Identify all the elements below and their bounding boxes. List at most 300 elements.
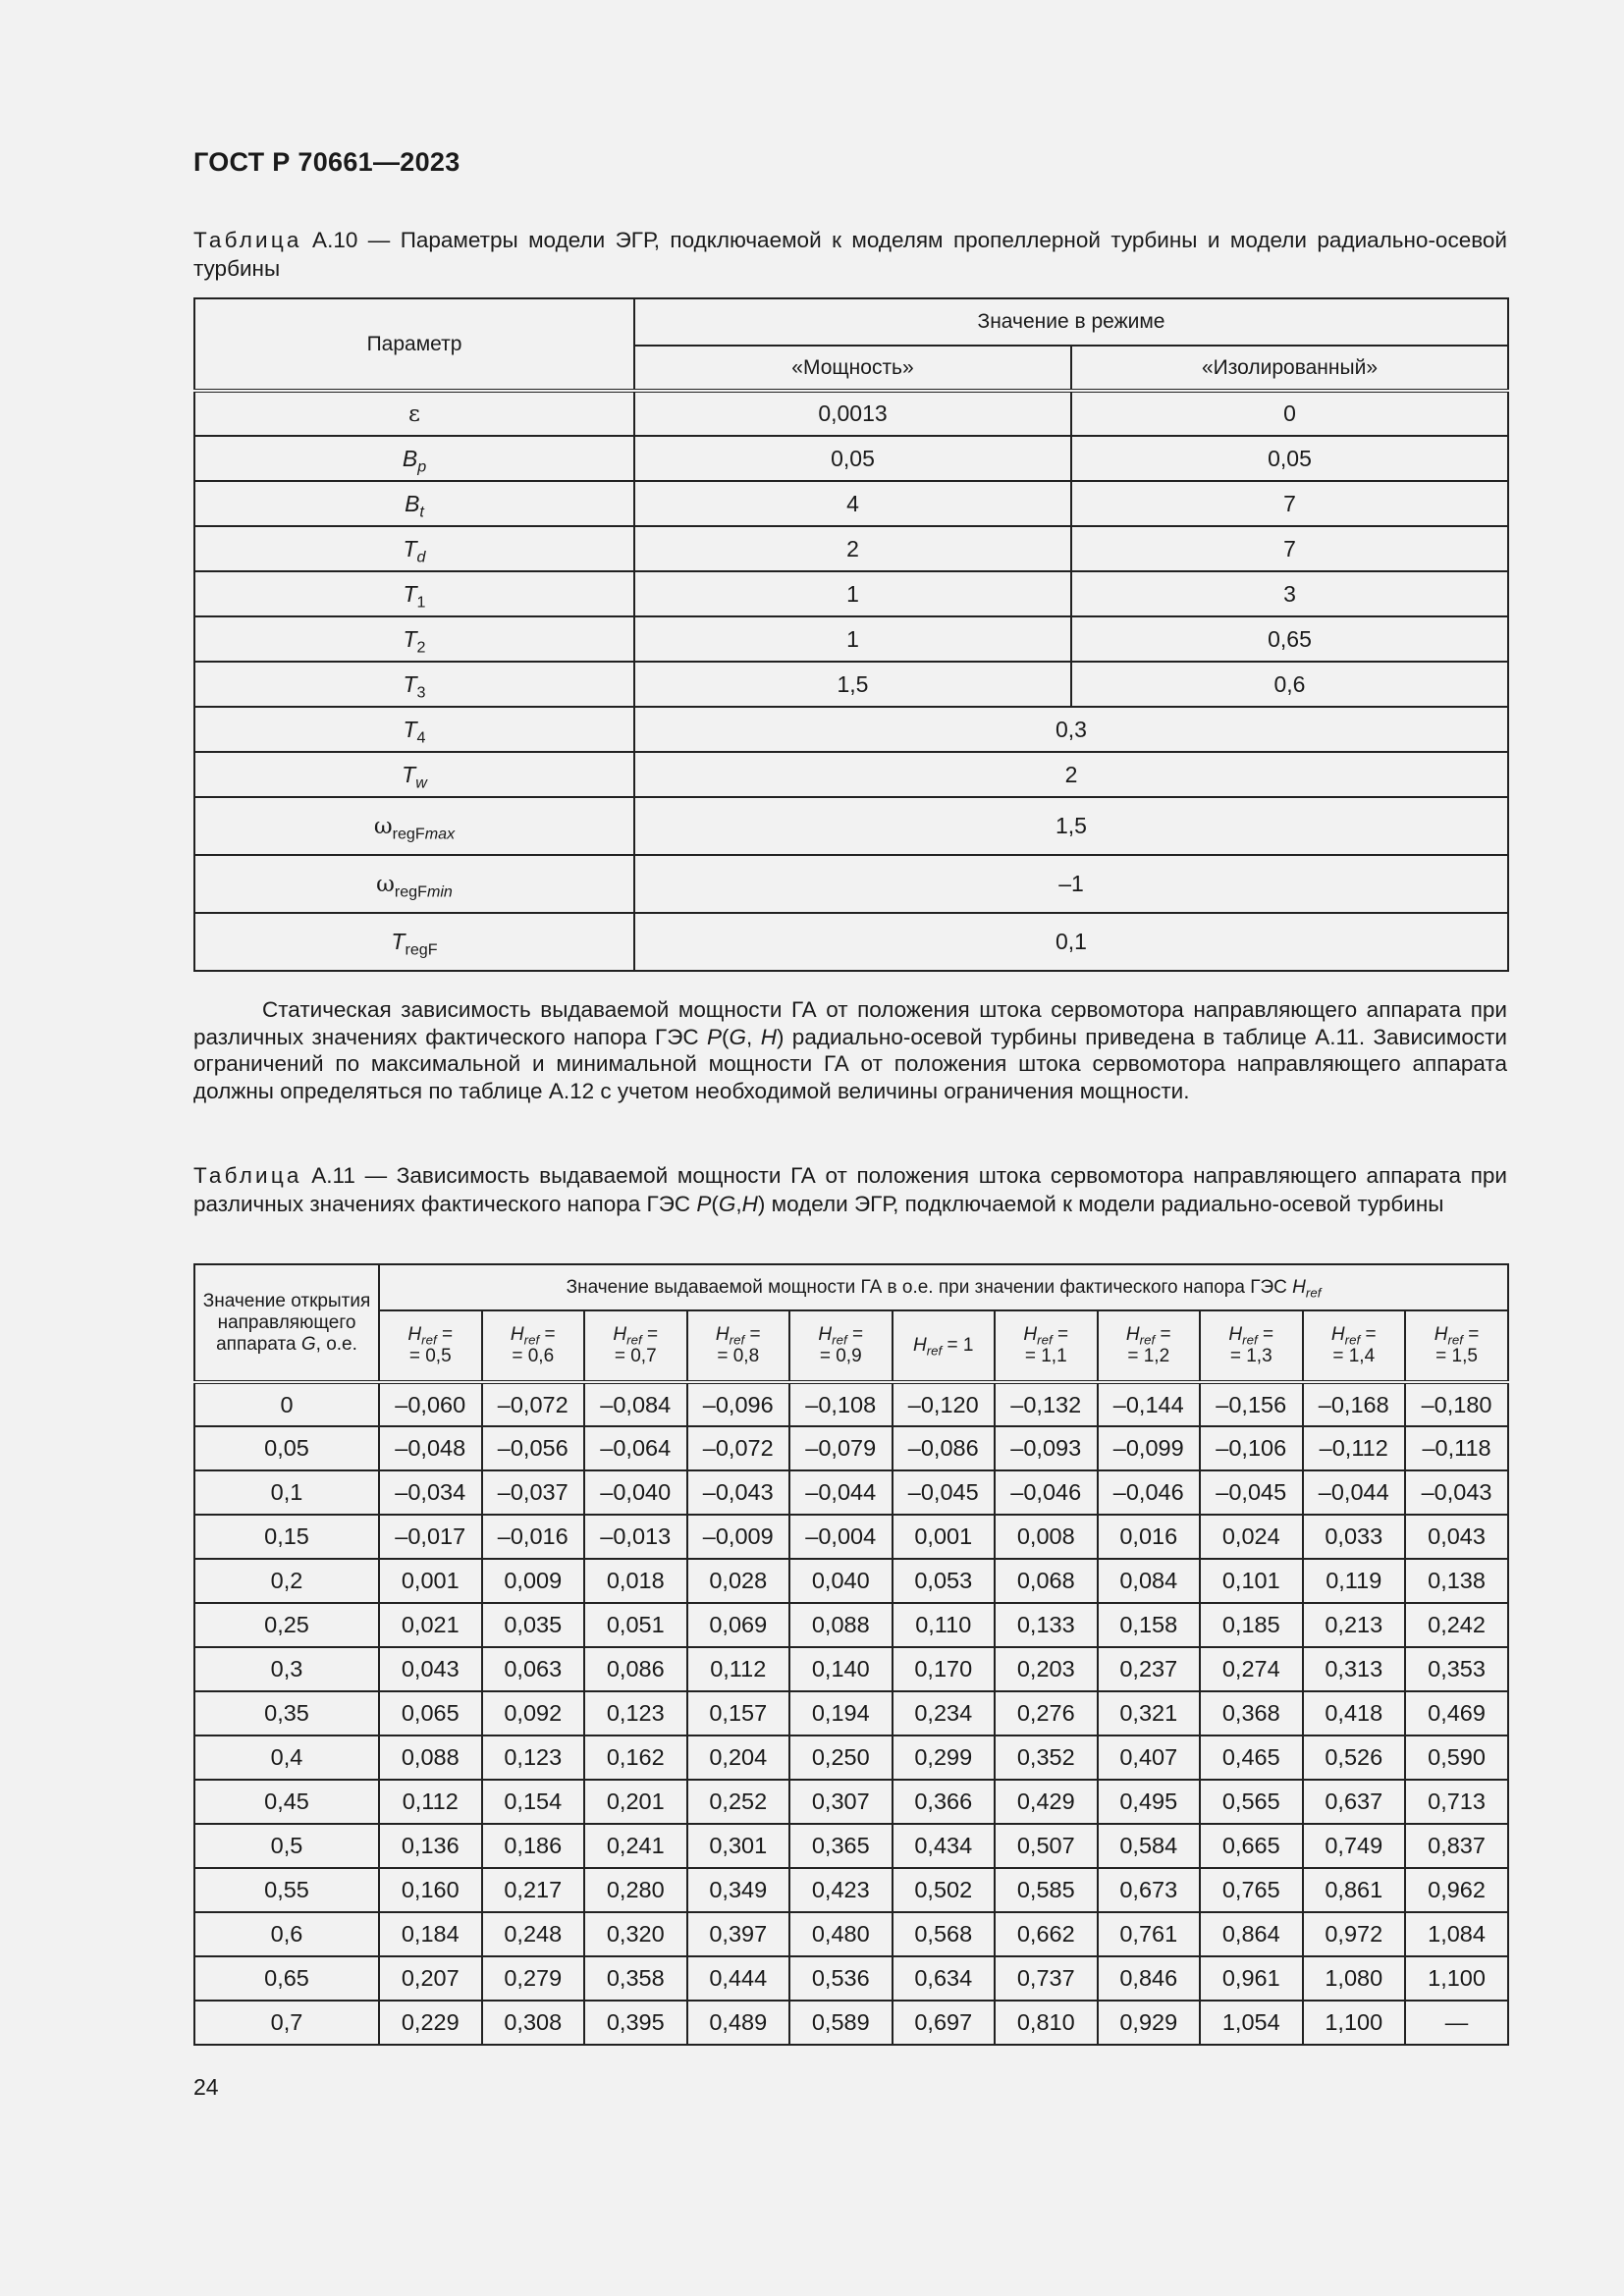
power-cell: 0,366 <box>893 1780 996 1824</box>
power-cell: 0,123 <box>482 1735 585 1780</box>
opening-header: Значение открытия направляющего аппарата G, о.е. <box>194 1264 379 1382</box>
power-cell: 0,043 <box>1405 1515 1508 1559</box>
param-cell <box>194 571 634 616</box>
param-symbol: T <box>403 716 417 742</box>
power-cell: –0,106 <box>1200 1426 1303 1470</box>
href-symbol: H <box>510 1324 524 1345</box>
param-sub-text: p <box>417 457 427 476</box>
power-cell: –0,017 <box>379 1515 482 1559</box>
power-cell: 0,358 <box>584 1956 687 2001</box>
power-cell: 0,480 <box>789 1912 893 1956</box>
table-row <box>194 1780 1508 1824</box>
value-cell: 0 <box>1071 391 1508 436</box>
param-subscript <box>417 728 426 746</box>
href-value: = 1,3 <box>1229 1346 1272 1366</box>
power-cell: 0,737 <box>995 1956 1098 2001</box>
href-header <box>893 1310 996 1382</box>
value-cell: 0,6 <box>1071 662 1508 707</box>
col-mode-header: Значение в режиме <box>634 298 1508 346</box>
power-cell: 0,495 <box>1098 1780 1201 1824</box>
power-cell: –0,045 <box>1200 1470 1303 1515</box>
param-subscript <box>417 638 426 656</box>
power-cell: 0,320 <box>584 1912 687 1956</box>
power-cell: 0,765 <box>1200 1868 1303 1912</box>
power-cell: –0,112 <box>1303 1426 1406 1470</box>
power-cell: –0,144 <box>1098 1382 1201 1426</box>
power-cell: 0,138 <box>1405 1559 1508 1603</box>
param-subscript <box>417 457 426 475</box>
href-header: $H_{ref}$ = = 0,7 <box>584 1310 687 1382</box>
href-symbol: H <box>613 1324 627 1345</box>
power-cell: 0,407 <box>1098 1735 1201 1780</box>
table-row <box>194 1559 1508 1603</box>
power-cell: 0,158 <box>1098 1603 1201 1647</box>
table-row <box>194 855 1508 913</box>
power-cell: 0,204 <box>687 1735 790 1780</box>
power-cell: –0,056 <box>482 1426 585 1470</box>
value-cell: 7 <box>1071 526 1508 571</box>
opening-cell: 0,7 <box>194 2001 379 2045</box>
power-cell: 1,100 <box>1303 2001 1406 2045</box>
power-cell: –0,034 <box>379 1470 482 1515</box>
opening-cell: 0,45 <box>194 1780 379 1824</box>
href-symbol: H <box>1434 1324 1448 1345</box>
table-row <box>194 1868 1508 1912</box>
power-cell: –0,013 <box>584 1515 687 1559</box>
value-cell: 1,5 <box>634 797 1508 855</box>
power-cell: 0,665 <box>1200 1824 1303 1868</box>
power-cell: 0,086 <box>584 1647 687 1691</box>
href-header: $H_{ref}$ = = 0,9 <box>789 1310 893 1382</box>
power-cell: 0,365 <box>789 1824 893 1868</box>
caption-text: А.10 — Параметры модели ЭГР, подключаемой к моделям пропеллерной турбины и модели радиально-осевой турбины <box>193 228 1507 281</box>
value-cell: 3 <box>1071 571 1508 616</box>
href-symbol: H <box>1023 1324 1038 1345</box>
power-cell: 0,280 <box>584 1868 687 1912</box>
param-subscript <box>415 774 427 791</box>
href-sub-text: ref <box>626 1332 642 1348</box>
href-header: $H_{ref}$ = = 1,5 <box>1405 1310 1508 1382</box>
href-sub-text: ref <box>1242 1332 1258 1348</box>
power-cell: 0,749 <box>1303 1824 1406 1868</box>
opening-cell: 0,35 <box>194 1691 379 1735</box>
power-cell: 0,112 <box>379 1780 482 1824</box>
power-cell: — <box>1405 2001 1508 2045</box>
power-header <box>379 1264 1508 1310</box>
table-a11-body <box>194 1382 1508 2045</box>
power-cell: 0,352 <box>995 1735 1098 1780</box>
power-header-sub: ref <box>1305 1285 1322 1301</box>
power-cell: 0,846 <box>1098 1956 1201 2001</box>
power-cell: 1,080 <box>1303 1956 1406 2001</box>
power-cell: 0,088 <box>789 1603 893 1647</box>
power-cell: –0,004 <box>789 1515 893 1559</box>
param-cell <box>194 855 634 913</box>
opening-cell: 0,3 <box>194 1647 379 1691</box>
value-cell: –1 <box>634 855 1508 913</box>
power-cell: –0,009 <box>687 1515 790 1559</box>
href-value: = 1,2 <box>1127 1346 1170 1366</box>
power-cell: –0,064 <box>584 1426 687 1470</box>
power-cell: 0,053 <box>893 1559 996 1603</box>
opening-cell: 0,05 <box>194 1426 379 1470</box>
power-cell: 0,133 <box>995 1603 1098 1647</box>
href-value: = 1,5 <box>1435 1346 1478 1366</box>
href-sub-text: ref <box>523 1332 540 1348</box>
power-cell: 0,234 <box>893 1691 996 1735</box>
power-cell: 0,194 <box>789 1691 893 1735</box>
power-cell: 0,313 <box>1303 1647 1406 1691</box>
href-value: = 0,5 <box>408 1346 452 1366</box>
power-cell: 0,349 <box>687 1868 790 1912</box>
value-cell: 1 <box>634 571 1071 616</box>
power-cell: 0,761 <box>1098 1912 1201 1956</box>
table-row <box>194 1647 1508 1691</box>
href-sub-text: ref <box>1037 1332 1053 1348</box>
table-row <box>194 1824 1508 1868</box>
power-cell: –0,072 <box>482 1382 585 1426</box>
opening-cell: 0,2 <box>194 1559 379 1603</box>
power-cell: 0,397 <box>687 1912 790 1956</box>
href-value: = 1,1 <box>1024 1346 1067 1366</box>
power-cell: 1,084 <box>1405 1912 1508 1956</box>
power-cell: 0,301 <box>687 1824 790 1868</box>
power-cell: –0,096 <box>687 1382 790 1426</box>
param-cell <box>194 391 634 436</box>
table-row <box>194 797 1508 855</box>
param-subscript <box>395 883 453 901</box>
power-cell: 0,242 <box>1405 1603 1508 1647</box>
value-cell: 0,1 <box>634 913 1508 971</box>
power-cell: 0,051 <box>584 1603 687 1647</box>
power-cell: 0,252 <box>687 1780 790 1824</box>
power-cell: 1,054 <box>1200 2001 1303 2045</box>
power-cell: 0,040 <box>789 1559 893 1603</box>
power-cell: 0,110 <box>893 1603 996 1647</box>
table-a11 <box>193 1263 1509 2046</box>
power-cell: –0,043 <box>1405 1470 1508 1515</box>
power-cell: 0,063 <box>482 1647 585 1691</box>
href-value: = 0,9 <box>819 1346 862 1366</box>
opening-cell: 0,6 <box>194 1912 379 1956</box>
table-row <box>194 707 1508 752</box>
power-cell: 0,162 <box>584 1735 687 1780</box>
table-row <box>194 1603 1508 1647</box>
power-cell: –0,044 <box>1303 1470 1406 1515</box>
power-cell: 0,241 <box>584 1824 687 1868</box>
power-cell: –0,132 <box>995 1382 1098 1426</box>
href-header-row <box>194 1310 1508 1382</box>
power-cell: –0,180 <box>1405 1382 1508 1426</box>
power-cell: 0,008 <box>995 1515 1098 1559</box>
power-cell: 0,972 <box>1303 1912 1406 1956</box>
power-cell: –0,046 <box>1098 1470 1201 1515</box>
power-cell: 0,203 <box>995 1647 1098 1691</box>
value-cell: 0,65 <box>1071 616 1508 662</box>
power-cell: 0,536 <box>789 1956 893 2001</box>
param-cell <box>194 616 634 662</box>
param-symbol: T <box>402 761 416 787</box>
value-cell: 1,5 <box>634 662 1071 707</box>
power-cell: 0,021 <box>379 1603 482 1647</box>
power-cell: 0,184 <box>379 1912 482 1956</box>
href-sub-text: ref <box>729 1332 745 1348</box>
power-cell: 0,140 <box>789 1647 893 1691</box>
power-cell: 0,123 <box>584 1691 687 1735</box>
table-row <box>194 1470 1508 1515</box>
power-cell: 0,697 <box>893 2001 996 2045</box>
power-cell: 0,186 <box>482 1824 585 1868</box>
power-cell: 0,043 <box>379 1647 482 1691</box>
param-symbol: T <box>403 535 417 561</box>
param-sub-text: regF <box>392 825 425 843</box>
opening-cell: 0,55 <box>194 1868 379 1912</box>
caption-label: Таблица <box>193 228 302 252</box>
power-cell: –0,120 <box>893 1382 996 1426</box>
table-row <box>194 1515 1508 1559</box>
power-cell: 0,112 <box>687 1647 790 1691</box>
href-symbol: H <box>1330 1324 1345 1345</box>
power-cell: 0,423 <box>789 1868 893 1912</box>
caption-label: Таблица <box>193 1163 302 1188</box>
power-cell: 0,713 <box>1405 1780 1508 1824</box>
col-param-header: Параметр <box>194 298 634 391</box>
table-a10 <box>193 297 1509 972</box>
href-value: = 1,4 <box>1332 1346 1376 1366</box>
power-cell: –0,099 <box>1098 1426 1201 1470</box>
power-cell: 0,465 <box>1200 1735 1303 1780</box>
power-cell: 0,001 <box>893 1515 996 1559</box>
power-cell: –0,046 <box>995 1470 1098 1515</box>
table-row <box>194 662 1508 707</box>
table-row <box>194 1735 1508 1780</box>
power-cell: 0,662 <box>995 1912 1098 1956</box>
power-cell: –0,045 <box>893 1470 996 1515</box>
power-cell: 0,065 <box>379 1691 482 1735</box>
power-cell: 0,489 <box>687 2001 790 2045</box>
table-a10-body <box>194 391 1508 971</box>
power-cell: 0,634 <box>893 1956 996 2001</box>
power-cell: –0,108 <box>789 1382 893 1426</box>
power-cell: –0,079 <box>789 1426 893 1470</box>
table-row <box>194 752 1508 797</box>
power-cell: 0,469 <box>1405 1691 1508 1735</box>
href-symbol: H <box>913 1335 927 1356</box>
param-sub-text: 3 <box>416 683 426 702</box>
power-cell: 0,028 <box>687 1559 790 1603</box>
param-symbol: T <box>403 670 417 697</box>
power-cell: 0,444 <box>687 1956 790 2001</box>
power-cell: 0,961 <box>1200 1956 1303 2001</box>
opening-cell: 0,25 <box>194 1603 379 1647</box>
param-symbol: B <box>405 490 420 516</box>
href-value: = 0,8 <box>717 1346 760 1366</box>
table-row <box>194 1956 1508 2001</box>
table-row <box>194 571 1508 616</box>
power-cell: 0,568 <box>893 1912 996 1956</box>
href-header: $H_{ref}$ = = 1,3 <box>1200 1310 1303 1382</box>
param-sub-text: t <box>419 503 424 521</box>
param-symbol: T <box>403 625 417 652</box>
href-sub-text: ref <box>1139 1332 1156 1348</box>
opening-cell: 0,5 <box>194 1824 379 1868</box>
power-header-text: Значение выдаваемой мощности ГА в о.е. при значении фактического напора ГЭС H <box>566 1276 1306 1298</box>
param-subscript <box>393 826 456 843</box>
href-symbol: H <box>715 1324 730 1345</box>
power-cell: 0,589 <box>789 2001 893 2045</box>
document-header: ГОСТ Р 70661—2023 <box>193 147 460 177</box>
href-header: $H_{ref}$ = = 0,6 <box>482 1310 585 1382</box>
table-row <box>194 1912 1508 1956</box>
power-cell: 0,585 <box>995 1868 1098 1912</box>
href-symbol: H <box>1125 1324 1140 1345</box>
param-sub-text: w <box>415 774 427 792</box>
power-cell: 0,069 <box>687 1603 790 1647</box>
param-symbol: T <box>403 580 417 607</box>
power-cell: 0,418 <box>1303 1691 1406 1735</box>
power-cell: –0,060 <box>379 1382 482 1426</box>
power-cell: 0,507 <box>995 1824 1098 1868</box>
param-cell <box>194 707 634 752</box>
power-cell: 0,962 <box>1405 1868 1508 1912</box>
href-sub-text: ref <box>832 1332 847 1348</box>
power-cell: –0,072 <box>687 1426 790 1470</box>
power-cell: 0,308 <box>482 2001 585 2045</box>
param-cell <box>194 797 634 855</box>
href-sub-text: ref <box>1344 1332 1361 1348</box>
power-cell: –0,043 <box>687 1470 790 1515</box>
param-sub-text: regF <box>394 882 427 901</box>
power-cell: 0,565 <box>1200 1780 1303 1824</box>
href-value: = 1 <box>947 1335 974 1356</box>
power-cell: 0,395 <box>584 2001 687 2045</box>
power-cell: –0,168 <box>1303 1382 1406 1426</box>
href-header: $H_{ref}$ = = 1,4 <box>1303 1310 1406 1382</box>
opening-cell: 0,15 <box>194 1515 379 1559</box>
param-subscript <box>405 941 437 959</box>
power-cell: 0,185 <box>1200 1603 1303 1647</box>
param-sub-text: 4 <box>416 728 426 747</box>
power-cell: 0,136 <box>379 1824 482 1868</box>
table-row <box>194 391 1508 436</box>
power-cell: 0,068 <box>995 1559 1098 1603</box>
power-cell: 0,248 <box>482 1912 585 1956</box>
power-cell: 0,035 <box>482 1603 585 1647</box>
href-value: = 0,6 <box>512 1346 555 1366</box>
power-cell: 0,279 <box>482 1956 585 2001</box>
power-cell: 0,229 <box>379 2001 482 2045</box>
table-a11-caption <box>193 1161 1507 1218</box>
power-cell: –0,093 <box>995 1426 1098 1470</box>
value-cell: 0,05 <box>1071 436 1508 481</box>
power-cell: 0,009 <box>482 1559 585 1603</box>
table-row <box>194 481 1508 526</box>
power-cell: 0,864 <box>1200 1912 1303 1956</box>
value-cell: 0,05 <box>634 436 1071 481</box>
param-sub-text: min <box>426 882 453 901</box>
power-cell: 0,016 <box>1098 1515 1201 1559</box>
power-cell: 0,274 <box>1200 1647 1303 1691</box>
power-cell: –0,086 <box>893 1426 996 1470</box>
power-cell: 0,024 <box>1200 1515 1303 1559</box>
value-cell: 0,0013 <box>634 391 1071 436</box>
param-subscript <box>417 548 426 565</box>
href-sub-text: ref <box>421 1332 437 1348</box>
power-cell: 0,170 <box>893 1647 996 1691</box>
param-subscript <box>417 683 426 701</box>
param-symbol: ε <box>408 401 420 427</box>
power-cell: 0,837 <box>1405 1824 1508 1868</box>
href-sub-text: ref <box>1447 1332 1463 1348</box>
power-cell: 0,213 <box>1303 1603 1406 1647</box>
power-cell: 0,434 <box>893 1824 996 1868</box>
opening-cell: 0 <box>194 1382 379 1426</box>
opening-cell: 0,65 <box>194 1956 379 2001</box>
value-cell: 1 <box>634 616 1071 662</box>
value-cell: 2 <box>634 526 1071 571</box>
power-cell: –0,016 <box>482 1515 585 1559</box>
table-row <box>194 616 1508 662</box>
value-cell: 2 <box>634 752 1508 797</box>
param-cell <box>194 481 634 526</box>
power-cell: –0,037 <box>482 1470 585 1515</box>
href-symbol: H <box>1228 1324 1243 1345</box>
power-cell: 0,033 <box>1303 1515 1406 1559</box>
power-cell: 0,154 <box>482 1780 585 1824</box>
href-value: = 0,7 <box>614 1346 657 1366</box>
param-symbol: B <box>402 445 418 471</box>
power-cell: 0,250 <box>789 1735 893 1780</box>
param-subscript <box>419 503 423 520</box>
table-row <box>194 2001 1508 2045</box>
table-row <box>194 1382 1508 1426</box>
param-cell <box>194 752 634 797</box>
table-a10-caption <box>193 226 1507 283</box>
power-cell: 0,018 <box>584 1559 687 1603</box>
power-cell: 0,084 <box>1098 1559 1201 1603</box>
col-isolated-header: «Изолированный» <box>1071 346 1508 391</box>
power-cell: 0,368 <box>1200 1691 1303 1735</box>
power-cell: 0,502 <box>893 1868 996 1912</box>
power-cell: 0,929 <box>1098 2001 1201 2045</box>
href-header: $H_{ref}$ = = 1,2 <box>1098 1310 1201 1382</box>
power-cell: 0,584 <box>1098 1824 1201 1868</box>
power-cell: 0,160 <box>379 1868 482 1912</box>
power-cell: 0,673 <box>1098 1868 1201 1912</box>
value-cell: 0,3 <box>634 707 1508 752</box>
power-cell: 0,299 <box>893 1735 996 1780</box>
power-cell: 0,092 <box>482 1691 585 1735</box>
col-power-header: «Мощность» <box>634 346 1071 391</box>
param-cell <box>194 526 634 571</box>
power-cell: –0,044 <box>789 1470 893 1515</box>
power-cell: 0,590 <box>1405 1735 1508 1780</box>
power-cell: 0,201 <box>584 1780 687 1824</box>
power-cell: 0,207 <box>379 1956 482 2001</box>
power-cell: –0,156 <box>1200 1382 1303 1426</box>
power-cell: 0,429 <box>995 1780 1098 1824</box>
power-cell: –0,084 <box>584 1382 687 1426</box>
value-cell: 4 <box>634 481 1071 526</box>
power-cell: 0,119 <box>1303 1559 1406 1603</box>
power-cell: 0,307 <box>789 1780 893 1824</box>
power-cell: –0,048 <box>379 1426 482 1470</box>
power-cell: 0,101 <box>1200 1559 1303 1603</box>
param-symbol: ω <box>376 872 395 897</box>
page-number: 24 <box>193 2074 219 2100</box>
param-cell <box>194 913 634 971</box>
param-sub-text: 1 <box>416 593 426 612</box>
